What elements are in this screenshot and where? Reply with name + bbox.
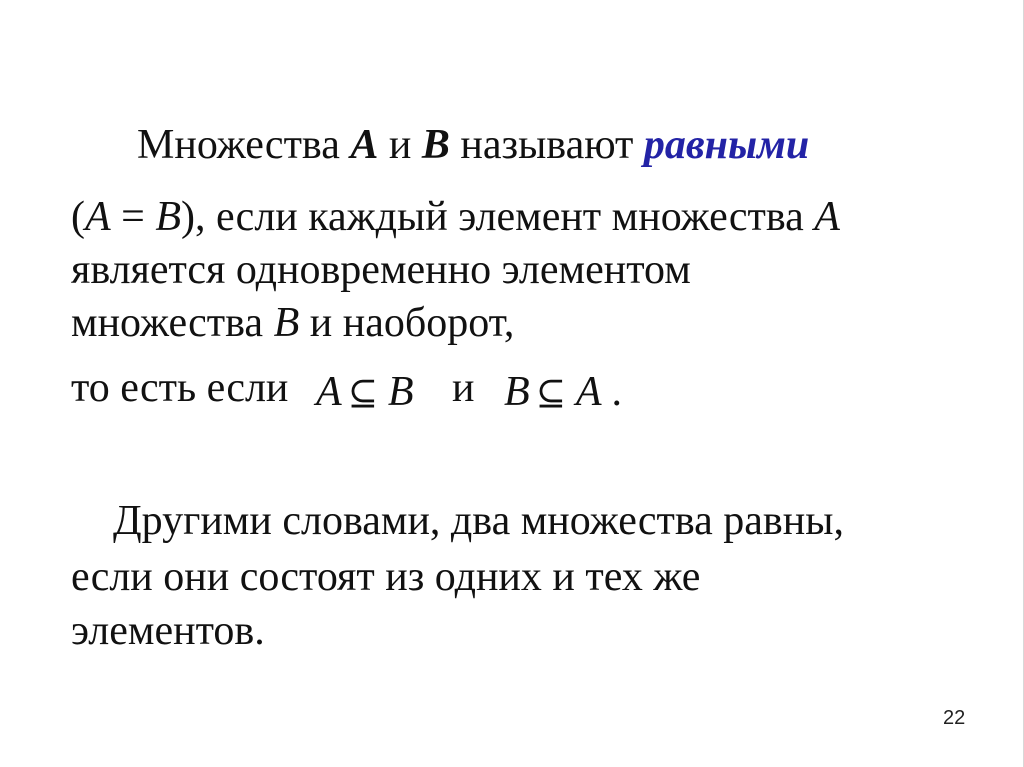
text-segment: и bbox=[378, 122, 422, 168]
subset-symbol: ⊆ bbox=[347, 373, 378, 413]
equals-sign: = bbox=[110, 194, 156, 240]
definition-line-2 bbox=[71, 196, 840, 238]
text-segment: и наоборот, bbox=[299, 300, 515, 346]
set-a-symbol: A bbox=[814, 194, 840, 240]
highlighted-term: равными bbox=[643, 122, 810, 168]
set-a-symbol: A bbox=[85, 194, 111, 240]
definition-line-1 bbox=[137, 124, 809, 166]
restatement-line-3: элементов. bbox=[71, 608, 265, 654]
formula-right: B bbox=[387, 369, 414, 415]
restatement-line-2: если они состоят из одних и тех же bbox=[71, 554, 701, 600]
text-segment: Множества bbox=[137, 122, 351, 168]
text-segment: ), если каждый элемент множества bbox=[181, 194, 815, 240]
set-b-symbol: B bbox=[273, 300, 300, 346]
set-b-symbol: B bbox=[421, 122, 450, 168]
definition-line-5-prefix: то есть если bbox=[71, 365, 289, 411]
definition-line-3: является одновременно элементом bbox=[71, 247, 691, 293]
definition-line-5-conj: и bbox=[452, 365, 475, 411]
subset-formula-b-a bbox=[504, 371, 622, 413]
formula-left: B bbox=[504, 369, 530, 415]
formula-period: . bbox=[611, 369, 622, 415]
set-a-symbol: A bbox=[350, 122, 379, 168]
subset-symbol: ⊆ bbox=[535, 373, 566, 413]
page-number: 22 bbox=[943, 707, 966, 729]
subset-formula-a-b bbox=[316, 371, 413, 413]
text-segment: называют bbox=[449, 122, 644, 168]
formula-right: A bbox=[575, 369, 602, 415]
definition-line-4 bbox=[71, 302, 514, 344]
set-b-symbol: B bbox=[155, 194, 181, 240]
text-segment: множества bbox=[71, 300, 274, 346]
restatement-line-1: Другими словами, два множества равны, bbox=[113, 498, 844, 544]
text-segment: ( bbox=[71, 194, 85, 240]
formula-left: A bbox=[316, 369, 342, 415]
